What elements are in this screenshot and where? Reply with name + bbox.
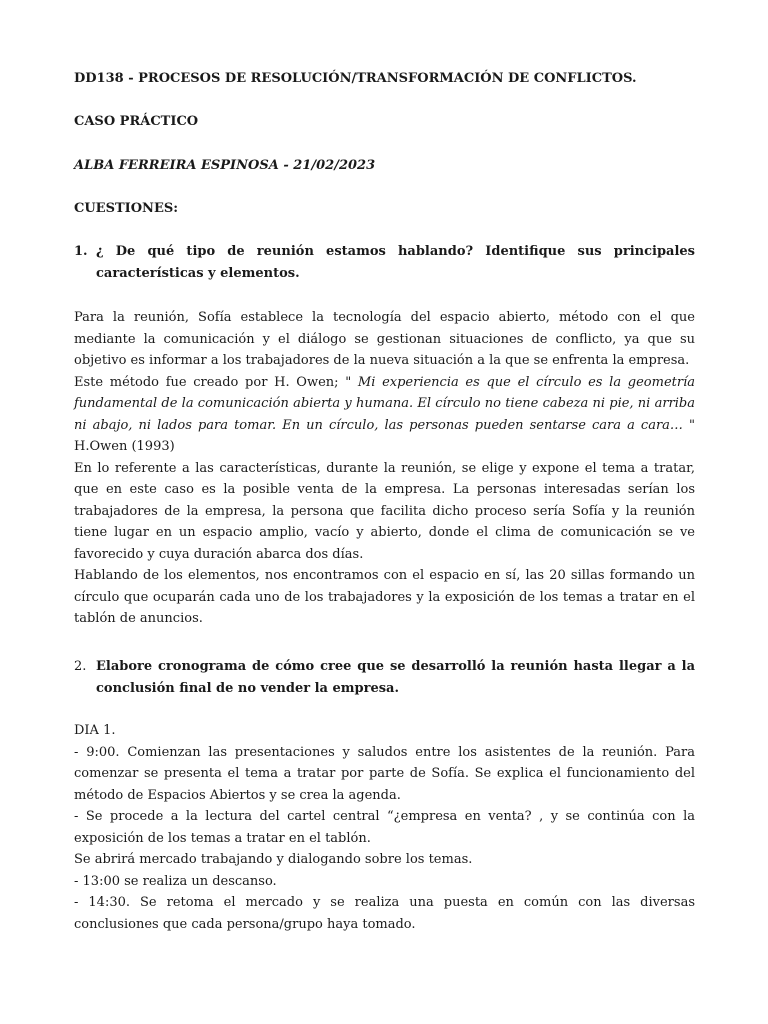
document-title: DD138 - PROCESOS DE RESOLUCIÓN/TRANSFORMACIÓN DE CONFLICTOS. xyxy=(74,71,637,86)
answer-1-paragraph-4: Hablando de los elementos, nos encontramos con el espacio en sí, las 20 sillas formando un círculo que ocuparán cada uno de los trabajadores y la exposición de los temas a tratar en el tablón de anuncios. xyxy=(74,568,695,626)
schedule-item: - 9:00. Comienzan las presentaciones y saludos entre los asistentes de la reunión. Para comenzar se presenta el tema a tratar por parte de Sofía. Se explica el funcionamiento del método de Espacios Abiertos y se crea la agenda. xyxy=(74,744,695,803)
owen-lead: Este método fue creado por H. Owen; xyxy=(74,374,346,390)
answer-1-paragraph-3: En lo referente a las características, durante la reunión, se elige y expone el tema a tratar, que en este caso es la posible venta de la empresa. La personas interesadas serían los trabajadores de la empresa, la persona que facilita dicho proceso sería Sofía y la reunión tiene lugar en un espacio amplio, vacío y abierto, donde el clima de comunicación se ve favorecido y cuya duración abarca dos días. xyxy=(74,460,695,562)
document-subtitle: CASO PRÁCTICO xyxy=(74,114,199,129)
section-heading: CUESTIONES: xyxy=(74,201,179,216)
question-1 xyxy=(74,241,695,284)
answer-1-paragraph-1: Para la reunión, Sofía establece la tecnología del espacio abierto, método con el que mediante la comunicación y el diálogo se gestionan situaciones de conflicto, ya que su objetivo es informar a los trabajadores de la nueva situación a la que se enfrenta la empresa. xyxy=(74,310,695,368)
schedule-item: - 13:00 se realiza un descanso. xyxy=(74,873,277,889)
answer-1 xyxy=(74,307,695,630)
schedule-item: - 14:30. Se retoma el mercado y se realiza una puesta en común con las diversas conclusiones que cada persona/grupo haya tomado. xyxy=(74,895,695,932)
answer-2 xyxy=(74,720,695,935)
question-2-text: Elabore cronograma de cómo cree que se desarrolló la reunión hasta llegar a la conclusión final de no vender la empresa. xyxy=(96,659,695,696)
owen-citation: H.Owen (1993) xyxy=(74,439,175,454)
day-label: DIA 1. xyxy=(74,723,116,738)
author-date: ALBA FERREIRA ESPINOSA - 21/02/2023 xyxy=(74,158,376,173)
question-2 xyxy=(74,656,695,699)
schedule-item: - Se procede a la lectura del cartel central “¿empresa en venta? , y se continúa con la exposición de los temas a tratar en el tablón. xyxy=(74,809,695,846)
question-2-number: 2. xyxy=(74,659,87,674)
question-1-text: ¿ De qué tipo de reunión estamos hablando? Identifique sus principales características y elementos. xyxy=(96,244,695,281)
question-1-number: 1. xyxy=(74,244,88,259)
schedule-item: Se abrirá mercado trabajando y dialogando sobre los temas. xyxy=(74,852,473,867)
owen-quote: " Mi experiencia es que el círculo es la geometría fundamental de la comunicación abierta y humana. El círculo no tiene cabeza ni pie, ni arriba ni abajo, ni lados para tomar. En un círculo, las personas pueden sentarse cara a cara… " xyxy=(74,374,695,433)
answer-1-paragraph-2 xyxy=(74,372,695,458)
